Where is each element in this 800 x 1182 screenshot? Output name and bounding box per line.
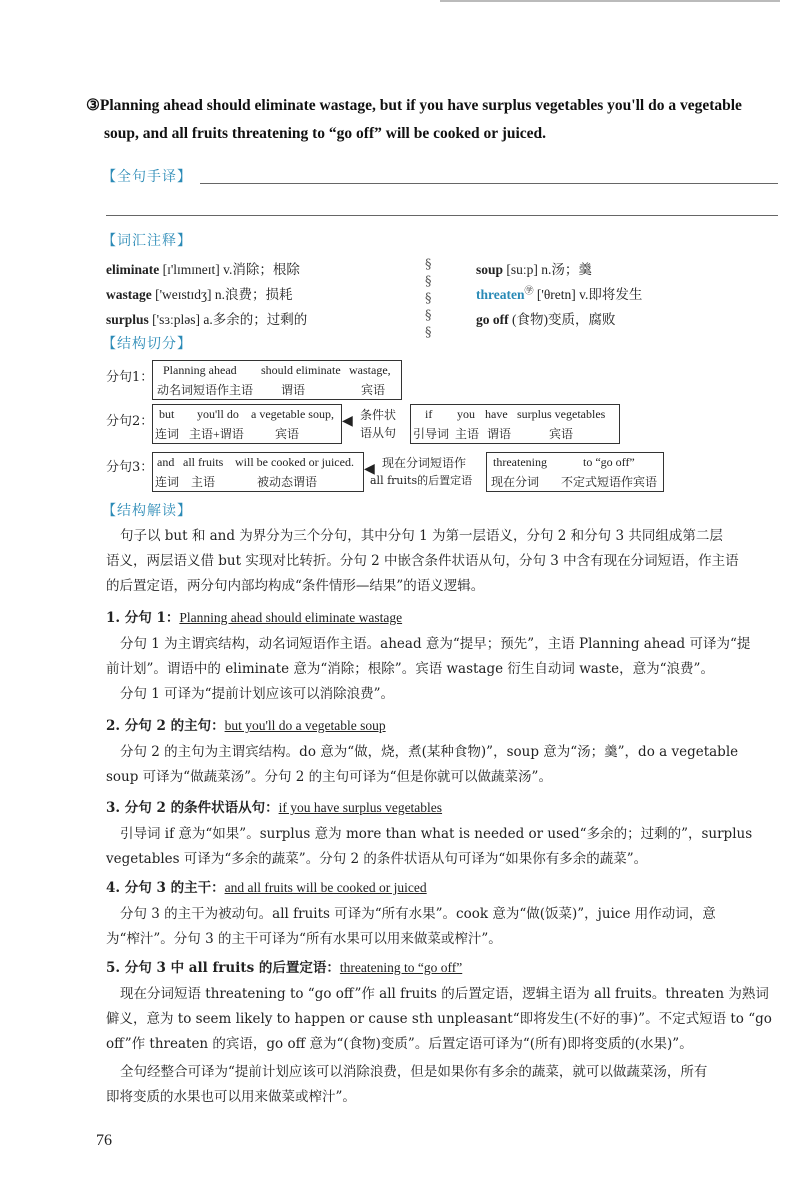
c2-sub-if: if	[425, 407, 433, 421]
vocab-def: a.多余的；过剩的	[203, 312, 308, 327]
c2-sub-you: you	[457, 407, 475, 421]
vocab-def: v.消除；根除	[223, 262, 300, 277]
c1-predicate-role: 谓语	[281, 383, 306, 397]
s3-line-2: vegetables 可译为“多余的蔬菜”。分句 2 的条件状语从句可译为“如果你有多余的蔬菜”。	[106, 851, 648, 867]
section-2-en: but you'll do a vegetable soup	[224, 718, 386, 733]
final-line-1: 全句经整合可译为“提前计划应该可以消除浪费，但是如果你有多余的蔬菜，就可以做蔬菜汤，所有	[120, 1064, 708, 1080]
intro-line-2: 语义，两层语义借 but 实现对比转折。分句 2 中嵌含条件状语从句，分句 3 中含有现在分词短语，作主语	[106, 553, 739, 569]
c1-subject: Planning ahead	[163, 363, 237, 377]
s4-line-2: 为“榨汁”。分句 3 的主干可译为“所有水果可以用来做菜或榨汁”。	[106, 931, 502, 947]
source-sentence	[86, 92, 776, 148]
clause-3-label: 分句3：	[106, 460, 154, 475]
c2-subj-pred-role: 主语+谓语	[189, 427, 244, 441]
s4-line-1: 分句 3 的主干为被动句。all fruits 可译为“所有水果”。cook 意为“做(饭菜)”，juice 用作动词，意	[120, 906, 716, 922]
s1-line-2: 前计划”。谓语中的 eliminate 意为“消除；根除”。宾语 wastage 衍生自动词 waste，意为“浪费”。	[106, 661, 714, 677]
clause-2-sub-box	[410, 404, 620, 444]
section-3-body	[106, 822, 778, 872]
s5-line-2: 僻义，意为 to seem likely to happen or cause sth unpleasant“即将发生(不好的事)”。不定式短语 to “go	[106, 1011, 772, 1027]
vocab-word: go off	[476, 312, 509, 327]
clause-2-main-box	[152, 404, 342, 444]
sentence-line-1: Planning ahead should eliminate wastage, but if you have surplus vegetables you'll do a vegetable	[99, 97, 742, 114]
c3-conj: and	[157, 455, 175, 469]
c2-sub-role-1: 引导词	[413, 427, 450, 441]
s1-translation: 分句 1 可译为“提前计划应该可以消除浪费”。	[120, 686, 394, 702]
section-1-en: Planning ahead should eliminate wastage	[179, 610, 403, 625]
vocab-def: n.汤；羹	[541, 262, 592, 277]
vocab-def: (食物)变质，腐败	[512, 312, 616, 327]
sentence-line-2: soup, and all fruits threatening to “go off” will be cooked or juiced.	[104, 125, 547, 142]
c3-subject: all fruits	[183, 455, 224, 469]
vocab-go-off	[476, 308, 616, 328]
vocab-def: n.浪费；损耗	[214, 287, 293, 302]
c3-sub-role-2: 不定式短语作宾语	[561, 475, 658, 489]
c1-object-role: 宾语	[361, 383, 386, 397]
section-5-heading	[106, 956, 462, 976]
c2-sub-have: have	[485, 407, 508, 421]
vocab-threaten	[476, 283, 642, 303]
arrow-left-icon: ◀	[364, 461, 375, 477]
intro-line-3: 的后置定语，两分句内部均构成“条件情形—结果”的语义逻辑。	[106, 578, 485, 594]
vocab-soup	[476, 258, 592, 278]
vocab-word: eliminate	[106, 262, 160, 277]
c2-sub-role-4: 宾语	[549, 427, 574, 441]
c3-predicate: will be cooked or juiced.	[235, 455, 354, 469]
c3-conj-role: 连词	[155, 475, 180, 489]
translation-line-1	[200, 183, 778, 184]
analysis-intro	[106, 524, 778, 599]
sentence-number: ③	[86, 97, 100, 114]
vocab-phonetic: [ɪ'lɪmɪneɪt]	[162, 262, 220, 277]
s5-line-3: off”作 threaten 的宾语，go off 意为“(食物)变质”。后置定语可译为“(所有)即将变质的(水果)”。	[106, 1036, 693, 1052]
c2-sub-role-2: 主语	[455, 427, 480, 441]
section-2-heading	[106, 714, 386, 734]
vocab-tag: 【词汇注释】	[102, 233, 192, 249]
c2-mid-1: 条件状	[360, 408, 397, 422]
page-number: 76	[96, 1132, 112, 1149]
vocab-word: wastage	[106, 287, 152, 302]
vocab-word: soup	[476, 262, 504, 277]
section-2-title: 2. 分句 2 的主句：	[106, 718, 225, 734]
c1-object: wastage,	[349, 363, 391, 377]
structure-tag: 【结构切分】	[102, 336, 192, 352]
vocab-wastage	[106, 283, 293, 303]
wavy-divider: § § § § §	[425, 257, 432, 340]
section-5-en: threatening to “go off”	[339, 960, 463, 975]
clause-1-label: 分句1：	[106, 370, 154, 385]
final-line-2: 即将变质的水果也可以用来做菜或榨汁”。	[106, 1089, 356, 1105]
familiar-word-mark: ㊫	[524, 285, 534, 296]
clause-3-sub-box	[486, 452, 664, 492]
c1-subject-role: 动名词短语作主语	[157, 383, 254, 397]
s2-line-1: 分句 2 的主句为主谓宾结构。do 意为“做，烧，煮(某种食物)”，soup 意为“汤；羹”，do a vegetable	[120, 744, 739, 760]
section-1-heading	[106, 606, 402, 626]
s1-line-1: 分句 1 为主谓宾结构，动名词短语作主语。ahead 意为“提早；预先”，主语 Planning ahead 可译为“提	[120, 636, 751, 652]
vocab-word: threaten	[476, 287, 525, 302]
translation-tag: 【全句手译】	[102, 169, 192, 185]
clause-3-main-box	[152, 452, 364, 492]
vocab-phonetic: ['θretn]	[536, 287, 576, 302]
c1-predicate: should eliminate	[261, 363, 341, 377]
c3-mid-label	[370, 452, 484, 490]
c3-sub-role-1: 现在分词	[491, 475, 540, 489]
analysis-tag: 【结构解读】	[102, 503, 192, 519]
arrow-left-icon: ◀	[342, 413, 353, 429]
vocab-phonetic: [suːp]	[506, 262, 538, 277]
section-2-body	[106, 740, 778, 790]
section-1-title: 1. 分句 1：	[106, 610, 180, 626]
s3-line-1: 引导词 if 意为“如果”。surplus 意为 more than what is needed or used“多余的；过剩的”，surplus	[120, 826, 753, 842]
section-3-en: if you have surplus vegetables	[278, 800, 443, 815]
c2-mid-2: 语从句	[360, 426, 397, 440]
c2-conj: but	[159, 407, 175, 421]
section-4-title: 4. 分句 3 的主干：	[106, 880, 225, 896]
c2-sub-role-3: 谓语	[487, 427, 512, 441]
c3-sub-infinitive: to “go off”	[583, 455, 635, 469]
c3-mid-2: all fruits的后置定语	[370, 474, 473, 487]
intro-line-1: 句子以 but 和 and 为界分为三个分句，其中分句 1 为第一层语义，分句 2 和分句 3 共同组成第二层	[120, 528, 723, 544]
section-3-title: 3. 分句 2 的条件状语从句：	[106, 800, 279, 816]
top-rule	[440, 0, 780, 2]
vocab-def: v.即将发生	[579, 287, 643, 302]
c3-mid-1: 现在分词短语作	[382, 456, 467, 470]
vocab-surplus	[106, 308, 307, 328]
section-4-heading	[106, 876, 427, 896]
clause-1-box	[152, 360, 402, 400]
c3-predicate-role: 被动态谓语	[257, 475, 318, 489]
section-4-en: and all fruits will be cooked or juiced	[224, 880, 427, 895]
vocab-eliminate	[106, 258, 300, 278]
c2-object-role: 宾语	[275, 427, 300, 441]
final-translation	[106, 1060, 778, 1110]
s2-line-2: soup 可译为“做蔬菜汤”。分句 2 的主句可译为“但是你就可以做蔬菜汤”。	[106, 769, 552, 785]
section-5-title: 5. 分句 3 中 all fruits 的后置定语：	[106, 960, 340, 976]
section-1-body	[106, 632, 778, 707]
c3-sub-participle: threatening	[493, 455, 547, 469]
clause-2-label: 分句2：	[106, 414, 154, 429]
s5-line-1: 现在分词短语 threatening to “go off”作 all fruits 的后置定语，逻辑主语为 all fruits。threaten 为熟词	[120, 986, 769, 1002]
section-4-body	[106, 902, 778, 952]
vocab-phonetic: ['sɜːpləs]	[152, 312, 200, 327]
section-3-heading	[106, 796, 442, 816]
c2-object: a vegetable soup,	[251, 407, 334, 421]
c3-subject-role: 主语	[191, 475, 216, 489]
vocab-word: surplus	[106, 312, 149, 327]
vocab-phonetic: ['weɪstɪdʒ]	[155, 287, 212, 302]
translation-line-2	[106, 215, 778, 216]
c2-sub-object: surplus vegetables	[517, 407, 606, 421]
section-5-body	[106, 982, 778, 1057]
c2-mid-label	[358, 404, 408, 442]
c2-subj-pred: you'll do	[197, 407, 239, 421]
c2-conj-role: 连词	[155, 427, 180, 441]
